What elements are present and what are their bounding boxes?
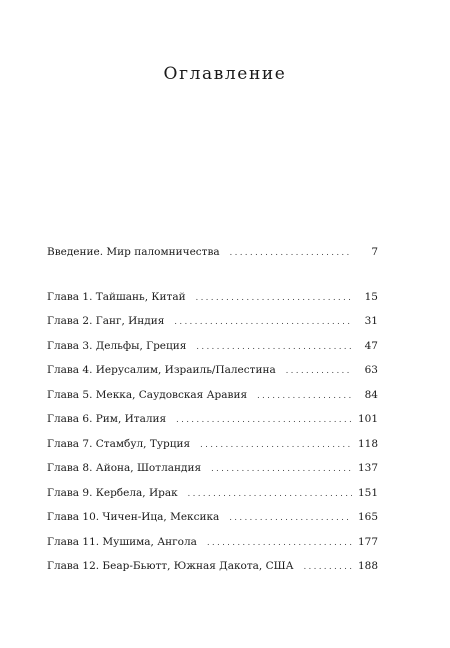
toc-leader-dots (229, 510, 352, 526)
toc-entry-chapter-3 (47, 338, 378, 363)
toc-entry-label: Глава 10. Чичен-Ица, Мексика (47, 511, 220, 523)
toc-entry-page: 137 (357, 462, 378, 474)
toc-entry-chapter-4 (47, 362, 378, 387)
toc-leader-dots (188, 486, 352, 502)
toc-entry-label: Глава 2. Ганг, Индия (47, 315, 165, 327)
toc-entry-page: 63 (364, 364, 378, 376)
toc-entry-page: 177 (357, 535, 378, 548)
toc-leader-dots (196, 339, 352, 355)
page-title: Оглавление (163, 64, 287, 84)
toc-entry-page: 188 (357, 560, 378, 572)
toc-leader-dots (176, 412, 352, 428)
toc-entry-page: 47 (364, 339, 378, 352)
toc-entry-label: Глава 7. Стамбул, Турция (47, 437, 191, 450)
toc-entry-chapter-11 (47, 534, 378, 559)
toc-entry-chapter-10 (47, 509, 378, 534)
toc-entry-label: Глава 11. Мушима, Ангола (47, 535, 197, 548)
toc-leader-dots (286, 363, 352, 379)
toc-leader-dots (230, 245, 352, 261)
toc-entry-label: Глава 4. Иерусалим, Израиль/Палестина (47, 364, 276, 376)
toc-entry-introduction (47, 244, 378, 269)
toc-entry-label: Глава 3. Дельфы, Греция (47, 339, 187, 352)
toc-entry-page: 15 (364, 290, 378, 303)
toc-entry-label: Глава 6. Рим, Италия (47, 413, 167, 425)
toc-entry-chapter-1 (47, 289, 378, 314)
toc-leader-dots (207, 535, 352, 551)
toc-entry-chapter-6 (47, 411, 378, 436)
toc-entry-page: 31 (364, 315, 378, 327)
toc-entry-chapter-2 (47, 313, 378, 338)
toc-entry-chapter-9 (47, 485, 378, 510)
toc-leader-dots (174, 314, 352, 330)
toc-entry-page: 118 (357, 437, 378, 450)
toc-entry-chapter-12 (47, 558, 378, 583)
toc-leader-dots (304, 559, 352, 575)
toc-entry-page: 151 (357, 486, 378, 499)
toc-entry-label: Глава 12. Беар-Бьютт, Южная Дакота, США (47, 560, 294, 572)
toc-entry-page: 84 (364, 388, 378, 401)
toc-entry-chapter-8 (47, 460, 378, 485)
toc-entry-label: Глава 9. Кербела, Ирак (47, 486, 178, 499)
toc-entry-page: 165 (357, 511, 378, 523)
toc-leader-dots (257, 388, 352, 404)
toc-entry-page: 7 (371, 246, 378, 258)
toc-entry-label: Глава 5. Мекка, Саудовская Аравия (47, 388, 248, 401)
toc-entry-label: Глава 1. Тайшань, Китай (47, 290, 186, 303)
toc-entry-label: Глава 8. Айона, Шотландия (47, 462, 202, 474)
toc-leader-dots (196, 290, 352, 306)
toc-entry-label: Введение. Мир паломничества (47, 246, 220, 258)
toc-entry-chapter-5 (47, 387, 378, 412)
toc-entry-page: 101 (357, 413, 378, 425)
toc-entry-chapter-7 (47, 436, 378, 461)
toc-leader-dots (211, 461, 352, 477)
toc-leader-dots (200, 437, 352, 453)
table-of-contents (47, 244, 378, 583)
